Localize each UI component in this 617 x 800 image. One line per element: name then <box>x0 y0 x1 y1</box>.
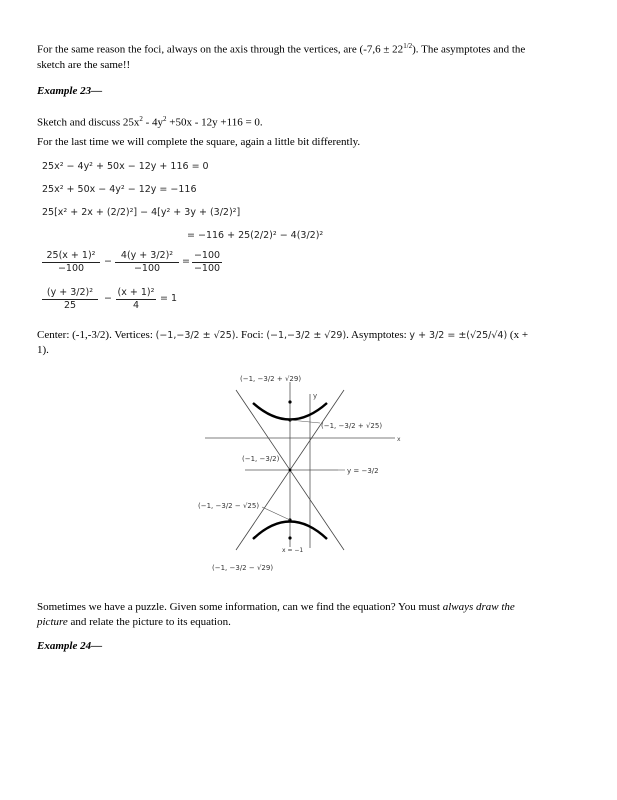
fraction-2-numerator: 4(y + 3/2)² <box>115 250 179 263</box>
center-label-sketch: (−1, −3/2) <box>242 455 280 463</box>
math-line-1: 25x² − 4y² + 50x − 12y + 116 = 0 <box>42 161 209 172</box>
math-line-4: = −116 + 25(2/2)² − 4(3/2)² <box>187 230 324 241</box>
y-axis-label: y <box>313 392 318 400</box>
minus-sign-1: − <box>104 256 112 267</box>
fraction-1-numerator: 25(x + 1)² <box>42 250 100 263</box>
intro-line1: For the same reason the foci, always on the axis through the vertices, are (-7,6 ± 22 <box>37 43 404 56</box>
intro-line1-end: ). The asymptotes and the <box>412 43 526 56</box>
center-label: Center: (-1,-3/2). Vertices: <box>37 329 156 341</box>
summary-line2: 1). <box>37 344 49 356</box>
fraction-3 <box>192 250 222 275</box>
prompt-mid: - 4y <box>142 116 164 129</box>
asymptotes-label: . Asymptotes: <box>346 329 410 341</box>
center-point <box>289 469 292 472</box>
fraction-5-denominator: 4 <box>132 300 140 311</box>
minus-sign-2: − <box>104 293 112 304</box>
prompt-text: Sketch and discuss 25x <box>37 116 140 129</box>
puzzle-emphasis-1: always draw the <box>442 601 515 613</box>
example-23-prompt <box>37 112 585 131</box>
foci-label: . Foci: <box>235 329 267 341</box>
intro-exponent: 1/2 <box>403 42 413 50</box>
intro-paragraph <box>37 39 585 73</box>
example-23-heading: Example 23— <box>37 85 103 97</box>
puzzle-paragraph <box>37 600 585 630</box>
focus-bottom-point <box>288 536 291 539</box>
fraction-3-numerator: −100 <box>193 250 221 261</box>
prompt-end: +50x - 12y +116 = 0. <box>166 116 263 129</box>
puzzle-text-2: and relate the picture to its equation. <box>67 616 231 628</box>
top-focus-label: (−1, −3/2 + √29) <box>240 375 302 383</box>
fraction-1-denominator: −100 <box>57 263 85 274</box>
x-equation-label: x = −1 <box>282 547 304 554</box>
top-vertex-label: (−1, −3/2 + √25) <box>321 422 383 430</box>
puzzle-text-1: Sometimes we have a puzzle. Given some information, can we find the equation? You must <box>37 601 443 613</box>
example-24-heading: Example 24— <box>37 640 103 652</box>
math-line-3: 25[x² + 2x + (2/2)²] − 4[y² + 3y + (3/2)²] <box>42 207 241 218</box>
x-axis-label: x <box>397 436 401 443</box>
math-line-2: 25x² + 50x − 4y² − 12y = −116 <box>42 184 197 195</box>
foci-math: (−1,−3/2 ± √29) <box>266 330 347 341</box>
y-equation-label: y = −3/2 <box>347 467 379 475</box>
fraction-5 <box>116 287 156 312</box>
prompt-sq-2: 2 <box>163 115 167 123</box>
equals-sign-1: = <box>182 256 190 267</box>
fraction-2 <box>115 250 179 275</box>
bottom-vertex-label: (−1, −3/2 − √25) <box>198 502 260 510</box>
prompt-sq-1: 2 <box>139 115 143 123</box>
fraction-4-denominator: 25 <box>63 300 77 311</box>
vertices-math: (−1,−3/2 ± √25) <box>155 330 236 341</box>
asymptotes-tail: (x + <box>507 329 529 341</box>
last-time-paragraph: For the last time we will complete the square, again a little bit differently. <box>37 136 361 148</box>
asymptotes-math: y + 3/2 = ±(√25/√4) <box>409 330 508 341</box>
fraction-4-numerator: (y + 3/2)² <box>42 287 98 300</box>
equals-one: = 1 <box>160 293 178 304</box>
intro-line2: sketch are the same!! <box>37 58 131 71</box>
hyperbola-sketch <box>190 362 410 582</box>
bottom-focus-label: (−1, −3/2 − √29) <box>212 564 274 572</box>
fraction-2-denominator: −100 <box>133 263 161 274</box>
fraction-1 <box>42 250 100 275</box>
fraction-5-numerator: (x + 1)² <box>117 287 155 298</box>
left-label-connector <box>262 507 290 520</box>
right-label-connector <box>290 420 320 423</box>
fraction-4 <box>42 287 98 312</box>
fraction-3-denominator: −100 <box>193 263 221 274</box>
summary-paragraph <box>37 328 585 358</box>
puzzle-emphasis-2: picture <box>37 616 68 628</box>
focus-top-point <box>288 400 291 403</box>
